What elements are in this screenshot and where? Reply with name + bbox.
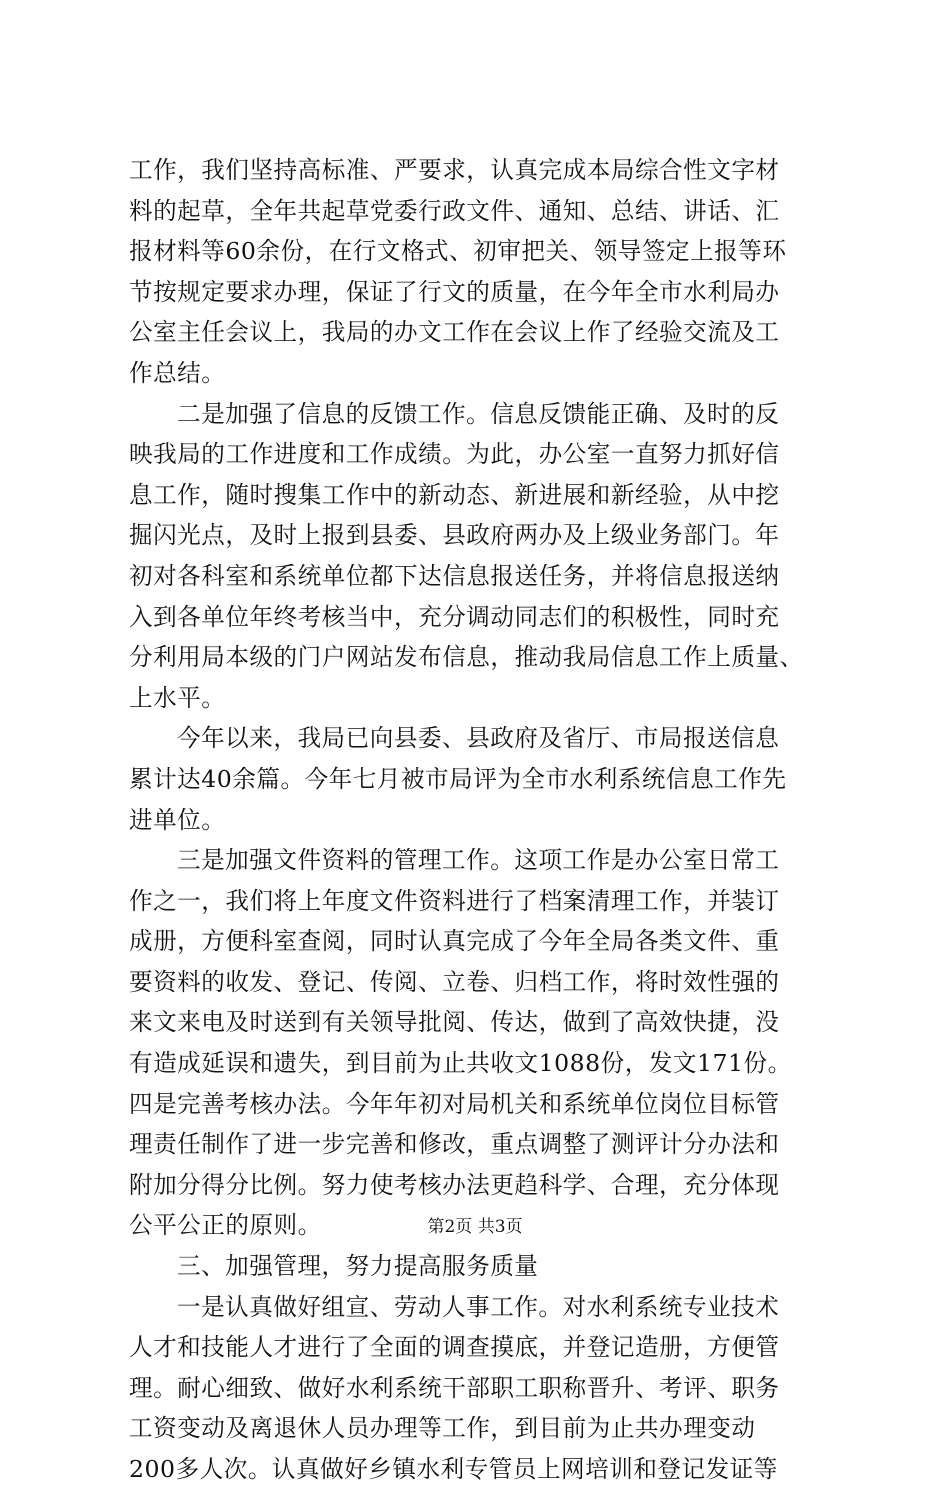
text-line: 入到各单位年终考核当中，充分调动同志们的积极性，同时充 [129, 602, 780, 631]
text-line: 料的起草，全年共起草党委行政文件、通知、总结、讲话、汇 [129, 196, 780, 225]
text-line: 累计达40余篇。今年七月被市局评为全市水利系统信息工作先 [129, 764, 787, 793]
text-line: 报材料等60余份，在行文格式、初审把关、领导签定上报等环 [129, 237, 787, 266]
text-line: 200多人次。认真做好乡镇水利专管员上网培训和登记发证等 [129, 1455, 778, 1483]
text-line: 作之一，我们将上年度文件资料进行了档案清理工作，并装订 [129, 886, 780, 915]
text-line: 公平公正的原则。 [129, 1211, 322, 1240]
text-line: 成册，方便科室查阅，同时认真完成了今年全局各类文件、重 [129, 927, 780, 956]
text-line: 来文来电及时送到有关领导批阅、传达，做到了高效快捷，没 [129, 1008, 780, 1037]
paragraph-start-line: 二是加强了信息的反馈工作。信息反馈能正确、及时的反 [177, 399, 780, 428]
paragraph-start-line: 一是认真做好组宣、劳动人事工作。对水利系统专业技术 [177, 1292, 780, 1321]
paragraph-start-line: 今年以来，我局已向县委、县政府及省厅、市局报送信息 [177, 724, 780, 753]
paragraph-start-line: 三是加强文件资料的管理工作。这项工作是办公室日常工 [177, 846, 780, 875]
body-text [129, 150, 839, 1490]
text-line: 息工作，随时搜集工作中的新动态、新进展和新经验，从中挖 [129, 480, 780, 509]
text-line: 附加分得分比例。努力使考核办法更趋科学、合理，充分体现 [129, 1170, 780, 1199]
text-line: 上水平。 [129, 683, 226, 712]
text-line: 要资料的收发、登记、传阅、立卷、归档工作，将时效性强的 [129, 967, 780, 996]
text-line: 人才和技能人才进行了全面的调查摸底，并登记造册，方便管 [129, 1333, 780, 1362]
text-line: 工资变动及离退休人员办理等工作，到目前为止共办理变动 [129, 1414, 756, 1443]
page-number-footer: 第2页 共3页 [427, 1217, 523, 1237]
text-line: 映我局的工作进度和工作成绩。为此，办公室一直努力抓好信 [129, 440, 780, 469]
text-line: 分利用局本级的门户网站发布信息，推动我局信息工作上质量、 [129, 643, 804, 672]
text-line: 节按规定要求办理，保证了行文的质量，在今年全市水利局办 [129, 277, 780, 306]
text-line: 理责任制作了进一步完善和修改，重点调整了测评计分办法和 [129, 1130, 780, 1159]
text-line: 公室主任会议上，我局的办文工作在会议上作了经验交流及工 [129, 318, 780, 347]
text-line: 理。耐心细致、做好水利系统干部职工职称晋升、考评、职务 [129, 1373, 780, 1402]
text-line: 作总结。 [129, 358, 226, 387]
text-line: 四是完善考核办法。今年年初对局机关和系统单位岗位目标管 [129, 1089, 780, 1118]
text-line: 有造成延误和遗失，到目前为止共收文1088份，发文171份。 [129, 1049, 792, 1078]
text-line: 初对各科室和系统单位都下达信息报送任务，并将信息报送纳 [129, 561, 780, 590]
text-line: 工作，我们坚持高标准、严要求，认真完成本局综合性文字材 [129, 156, 780, 184]
section-heading: 三、加强管理，努力提高服务质量 [177, 1252, 539, 1281]
text-line: 进单位。 [129, 805, 226, 834]
text-line: 掘闪光点，及时上报到县委、县政府两办及上级业务部门。年 [129, 521, 780, 550]
